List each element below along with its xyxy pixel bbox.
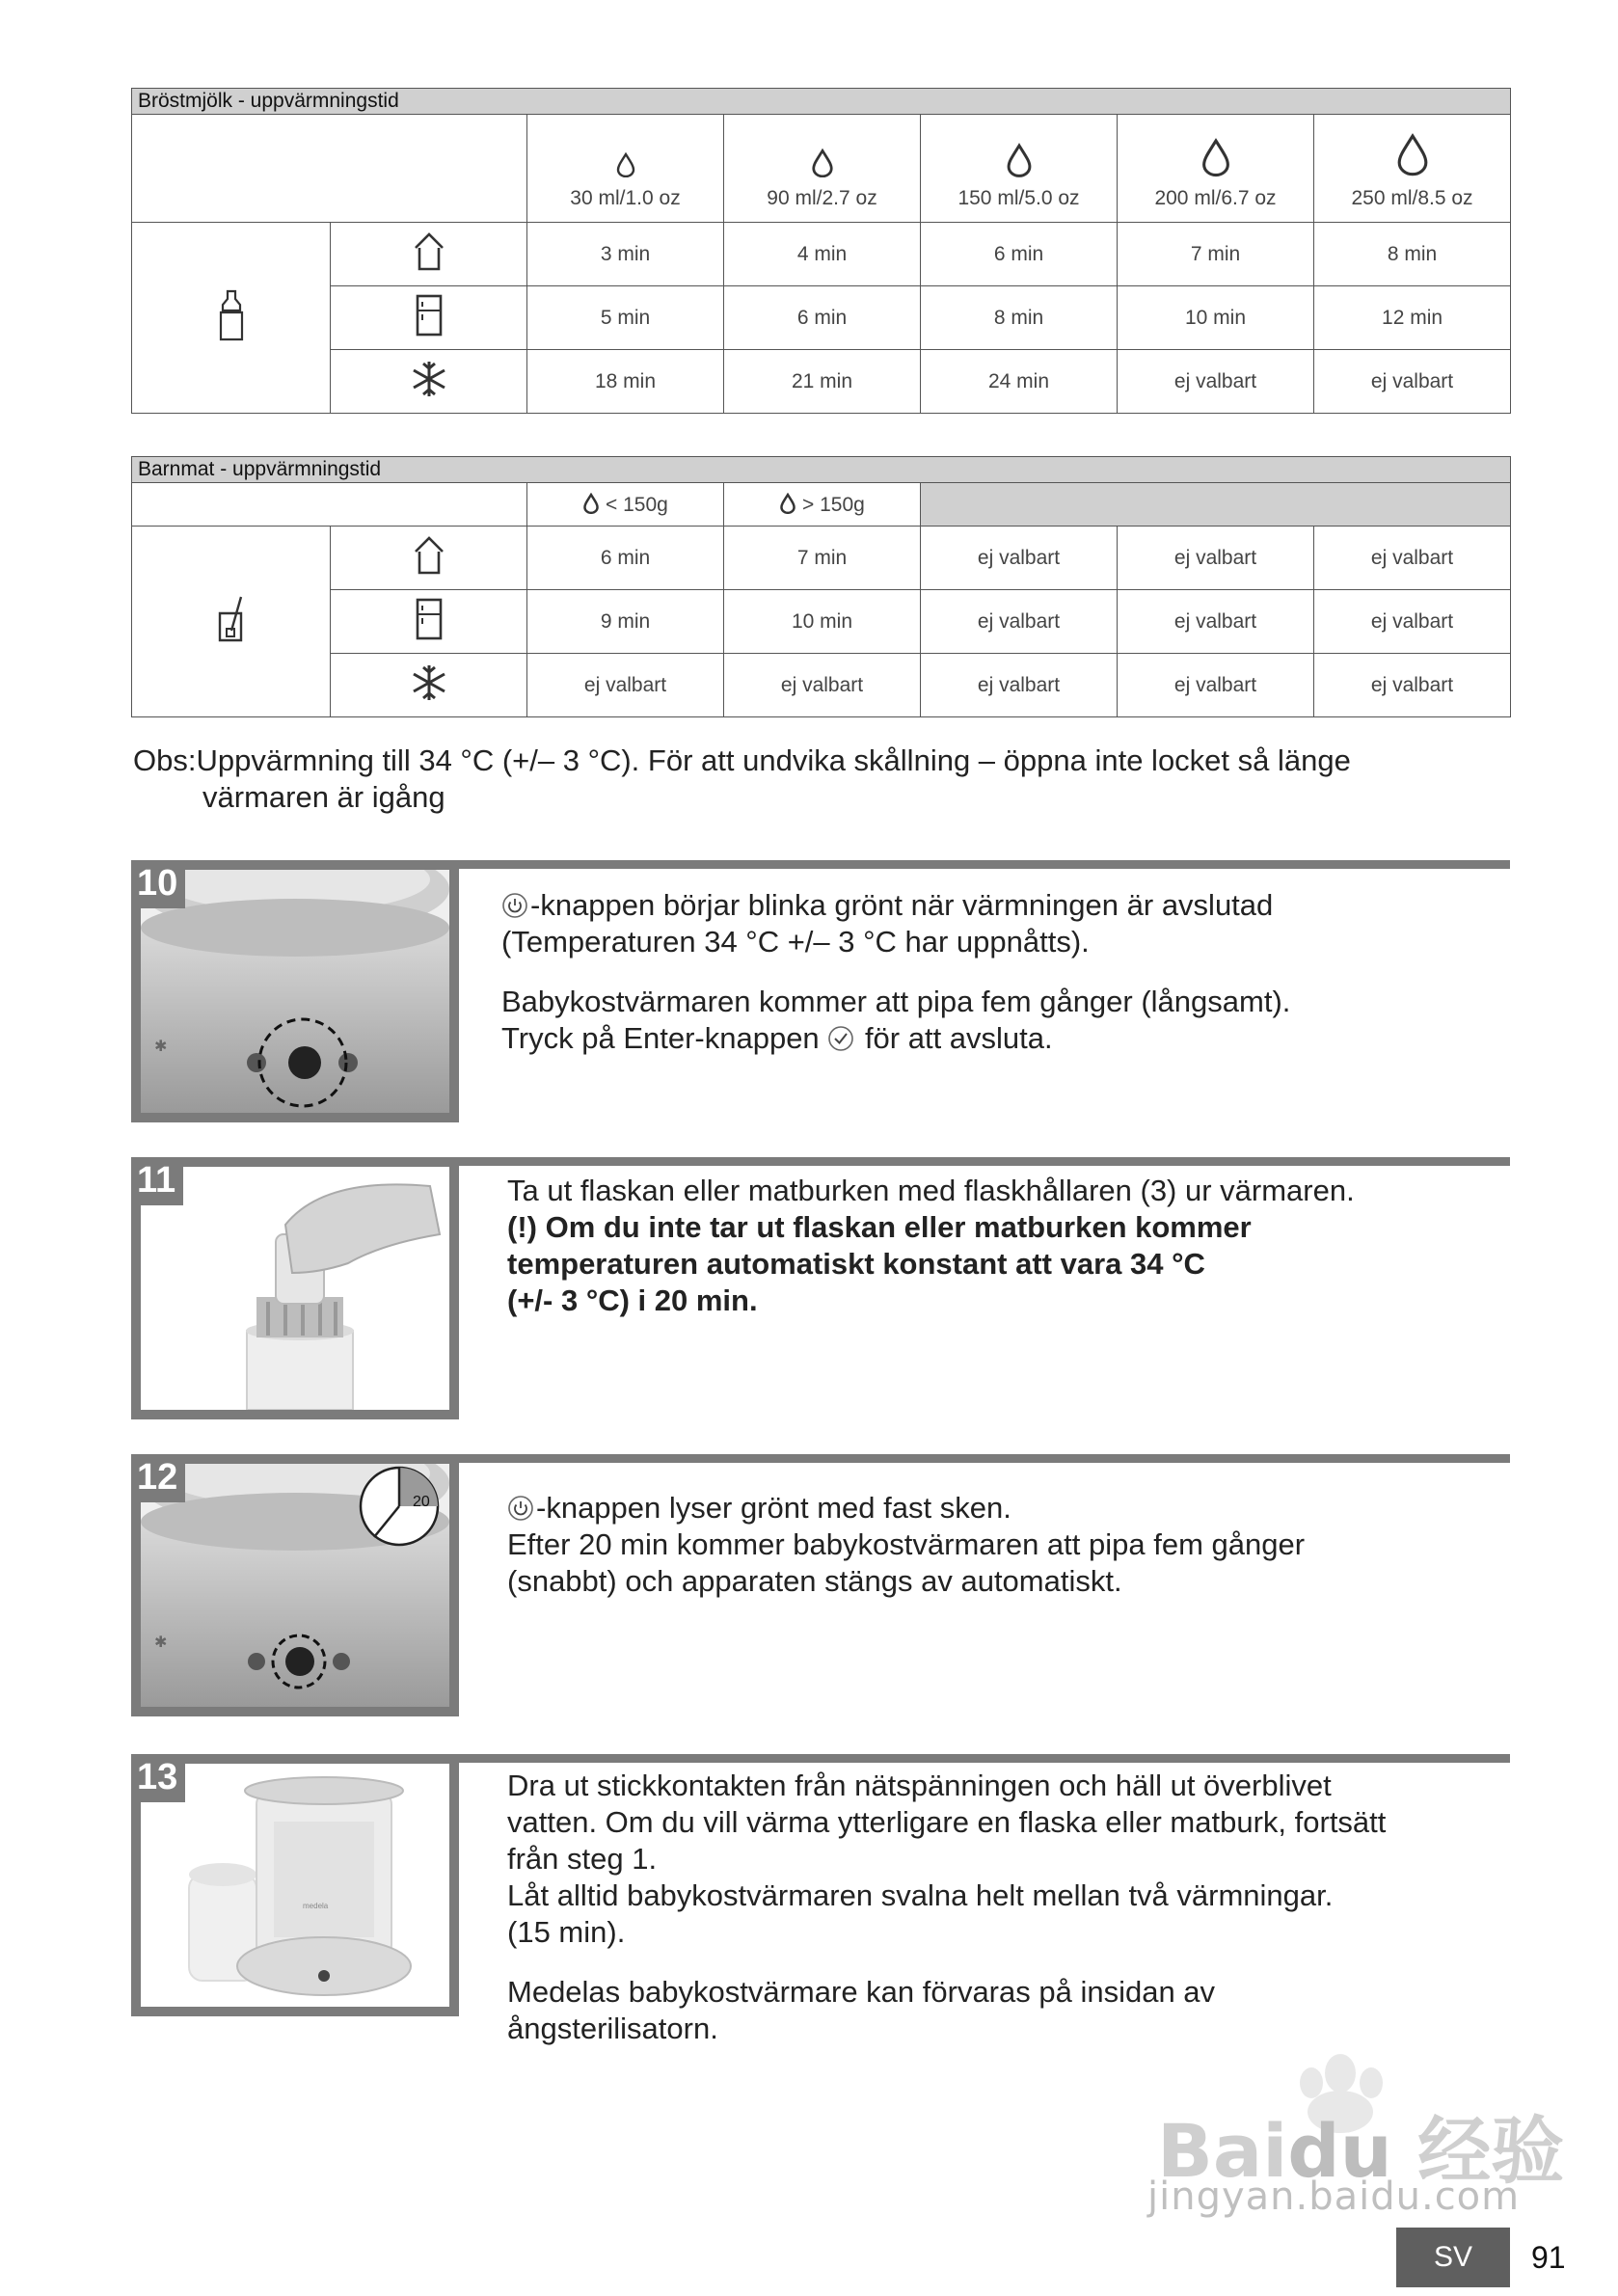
frozen-icon <box>409 662 449 703</box>
step-13-text <box>507 1768 1510 2070</box>
time-cell: ej valbart <box>527 654 724 717</box>
size-label: < 150g <box>606 493 668 516</box>
time-cell: 7 min <box>1118 223 1314 286</box>
drop-icon <box>810 149 835 177</box>
note-line-2: värmaren är igång <box>202 780 445 814</box>
warmer-base-illustration <box>141 1464 449 1707</box>
svg-text:medela: medela <box>303 1902 329 1910</box>
bottle-removal-illustration <box>141 1167 449 1410</box>
time-cell: 24 min <box>921 350 1118 414</box>
baidu-watermark-brand: Baidu 经验 <box>1157 2108 1565 2194</box>
time-cell: ej valbart <box>1118 590 1314 654</box>
time-cell: ej valbart <box>921 654 1118 717</box>
time-cell: ej valbart <box>724 654 921 717</box>
step-10-line-1: -knappen börjar blinka grönt när värmningen är avslutad <box>530 888 1274 922</box>
step-13-line-7: ångsterilisatorn. <box>507 2012 718 2045</box>
frozen-row-icon-cell <box>331 350 527 414</box>
step-10-number: 10 <box>131 860 185 908</box>
frozen-icon <box>409 359 449 399</box>
room-temperature-icon <box>412 534 446 577</box>
step-11-number: 11 <box>131 1157 183 1205</box>
step-12-line-1: -knappen lyser grönt med fast sken. <box>536 1491 1011 1525</box>
time-cell: 6 min <box>527 527 724 590</box>
volume-header <box>1118 115 1314 223</box>
time-cell: 6 min <box>921 223 1118 286</box>
time-cell: 8 min <box>921 286 1118 350</box>
breastmilk-table <box>131 88 1511 414</box>
warmer-and-sterilizer-illustration <box>141 1764 449 2007</box>
step-11-warning-3: (+/- 3 °C) i 20 min. <box>507 1283 758 1317</box>
time-cell: 10 min <box>1118 286 1314 350</box>
food-jar-icon <box>215 594 248 644</box>
drop-icon <box>1394 131 1431 177</box>
room-temp-row-icon-cell <box>331 223 527 286</box>
step-13-line-5: (15 min). <box>507 1915 626 1949</box>
frozen-row-icon-cell <box>331 654 527 717</box>
size-label: > 150g <box>802 493 865 516</box>
drop-icon <box>615 152 636 177</box>
volume-label: 200 ml/6.7 oz <box>1154 187 1277 209</box>
fridge-row-icon-cell <box>331 590 527 654</box>
step-13-rule <box>459 1754 1510 1763</box>
power-button-icon <box>501 892 528 919</box>
jar-category-cell <box>132 527 331 717</box>
step-12-line-3: (snabbt) och apparaten stängs av automatiskt. <box>507 1564 1122 1598</box>
size-header <box>527 483 724 527</box>
step-13-image <box>131 1754 459 2016</box>
step-11-warning-2: temperaturen automatiskt konstant att vara 34 °C <box>507 1247 1205 1281</box>
step-10-line-5: för att avsluta. <box>864 1021 1053 1055</box>
page-number: 91 <box>1531 2240 1566 2275</box>
svg-text:✱: ✱ <box>154 1633 168 1651</box>
step-11-warning-1: (!) Om du inte tar ut flaskan eller matburken kommer <box>507 1210 1252 1244</box>
time-cell: 18 min <box>527 350 724 414</box>
volume-header <box>921 115 1118 223</box>
baby-bottle-icon <box>215 287 248 343</box>
time-cell: 21 min <box>724 350 921 414</box>
breastmilk-table-caption: Bröstmjölk - uppvärmningstid <box>132 89 1511 115</box>
language-badge: SV <box>1396 2228 1510 2287</box>
step-12-rule <box>459 1454 1510 1463</box>
drop-icon <box>779 493 796 514</box>
volume-header <box>724 115 921 223</box>
time-cell: 6 min <box>724 286 921 350</box>
drop-icon <box>1005 143 1034 177</box>
room-temperature-icon <box>412 230 446 273</box>
fridge-icon <box>414 293 445 338</box>
step-11-image <box>131 1157 459 1419</box>
step-13-line-2: vatten. Om du vill värma ytterligare en flaska eller matburk, fortsätt <box>507 1805 1387 1839</box>
time-cell: ej valbart <box>1314 350 1511 414</box>
babyfood-table <box>131 456 1511 717</box>
step-12-text <box>507 1490 1510 1600</box>
drop-icon <box>1200 137 1232 177</box>
step-12-image <box>131 1454 459 1716</box>
enter-check-icon <box>827 1025 854 1052</box>
volume-label: 250 ml/8.5 oz <box>1351 187 1473 209</box>
step-10-line-3: Babykostvärmaren kommer att pipa fem gånger (långsamt). <box>501 985 1291 1018</box>
step-13-line-1: Dra ut stickkontakten från nätspänningen och häll ut överblivet <box>507 1769 1332 1802</box>
step-10-image <box>131 860 459 1122</box>
power-button-icon <box>507 1495 534 1522</box>
step-13-line-3: från steg 1. <box>507 1842 658 1876</box>
time-cell: 3 min <box>527 223 724 286</box>
time-cell: ej valbart <box>1118 654 1314 717</box>
time-cell: ej valbart <box>1118 350 1314 414</box>
blank-header-cell <box>132 115 527 223</box>
time-cell: 7 min <box>724 527 921 590</box>
time-cell: 4 min <box>724 223 921 286</box>
volume-header <box>1314 115 1511 223</box>
time-cell: ej valbart <box>1118 527 1314 590</box>
bottle-category-cell <box>132 223 331 414</box>
blank-header-cell <box>132 483 527 527</box>
time-cell: 9 min <box>527 590 724 654</box>
time-cell: ej valbart <box>1314 527 1511 590</box>
time-cell: 10 min <box>724 590 921 654</box>
step-10-text <box>501 887 1504 1080</box>
step-10-line-4: Tryck på Enter-knappen <box>501 1021 820 1055</box>
fridge-icon <box>414 597 445 641</box>
volume-label: 90 ml/2.7 oz <box>767 187 877 209</box>
drop-icon <box>582 493 600 514</box>
note-line-1: Obs:Uppvärmning till 34 °C (+/– 3 °C). För att undvika skållning – öppna inte locket så länge <box>133 743 1351 777</box>
step-11-text <box>507 1173 1510 1319</box>
time-cell: 12 min <box>1314 286 1511 350</box>
svg-text:✱: ✱ <box>154 1037 168 1055</box>
step-10-line-2: (Temperaturen 34 °C +/– 3 °C har uppnåtts). <box>501 925 1090 959</box>
time-cell: ej valbart <box>921 590 1118 654</box>
step-13-line-6: Medelas babykostvärmare kan förvaras på insidan av <box>507 1975 1216 2009</box>
volume-label: 150 ml/5.0 oz <box>957 187 1080 209</box>
volume-label: 30 ml/1.0 oz <box>570 187 681 209</box>
watermark-url: jingyan.baidu.com <box>1147 2174 1521 2219</box>
heating-note <box>133 743 1522 816</box>
step-13-number: 13 <box>131 1754 185 1802</box>
size-header <box>724 483 921 527</box>
step-13-line-4: Låt alltid babykostvärmaren svalna helt mellan två värmningar. <box>507 1878 1334 1912</box>
room-temp-row-icon-cell <box>331 527 527 590</box>
step-11-rule <box>459 1157 1510 1166</box>
time-cell: ej valbart <box>1314 654 1511 717</box>
step-11-line-1: Ta ut flaskan eller matburken med flaskhållaren (3) ur värmaren. <box>507 1174 1355 1207</box>
warmer-base-illustration <box>141 870 449 1113</box>
blank-grey-cell <box>921 483 1511 527</box>
time-cell: 8 min <box>1314 223 1511 286</box>
timer-label: 20 <box>413 1494 430 1510</box>
volume-header <box>527 115 724 223</box>
step-12-number: 12 <box>131 1454 185 1502</box>
babyfood-table-caption: Barnmat - uppvärmningstid <box>132 457 1511 483</box>
time-cell: 5 min <box>527 286 724 350</box>
step-10-rule <box>459 860 1510 869</box>
step-12-line-2: Efter 20 min kommer babykostvärmaren att pipa fem gånger <box>507 1527 1306 1561</box>
time-cell: ej valbart <box>921 527 1118 590</box>
fridge-row-icon-cell <box>331 286 527 350</box>
time-cell: ej valbart <box>1314 590 1511 654</box>
